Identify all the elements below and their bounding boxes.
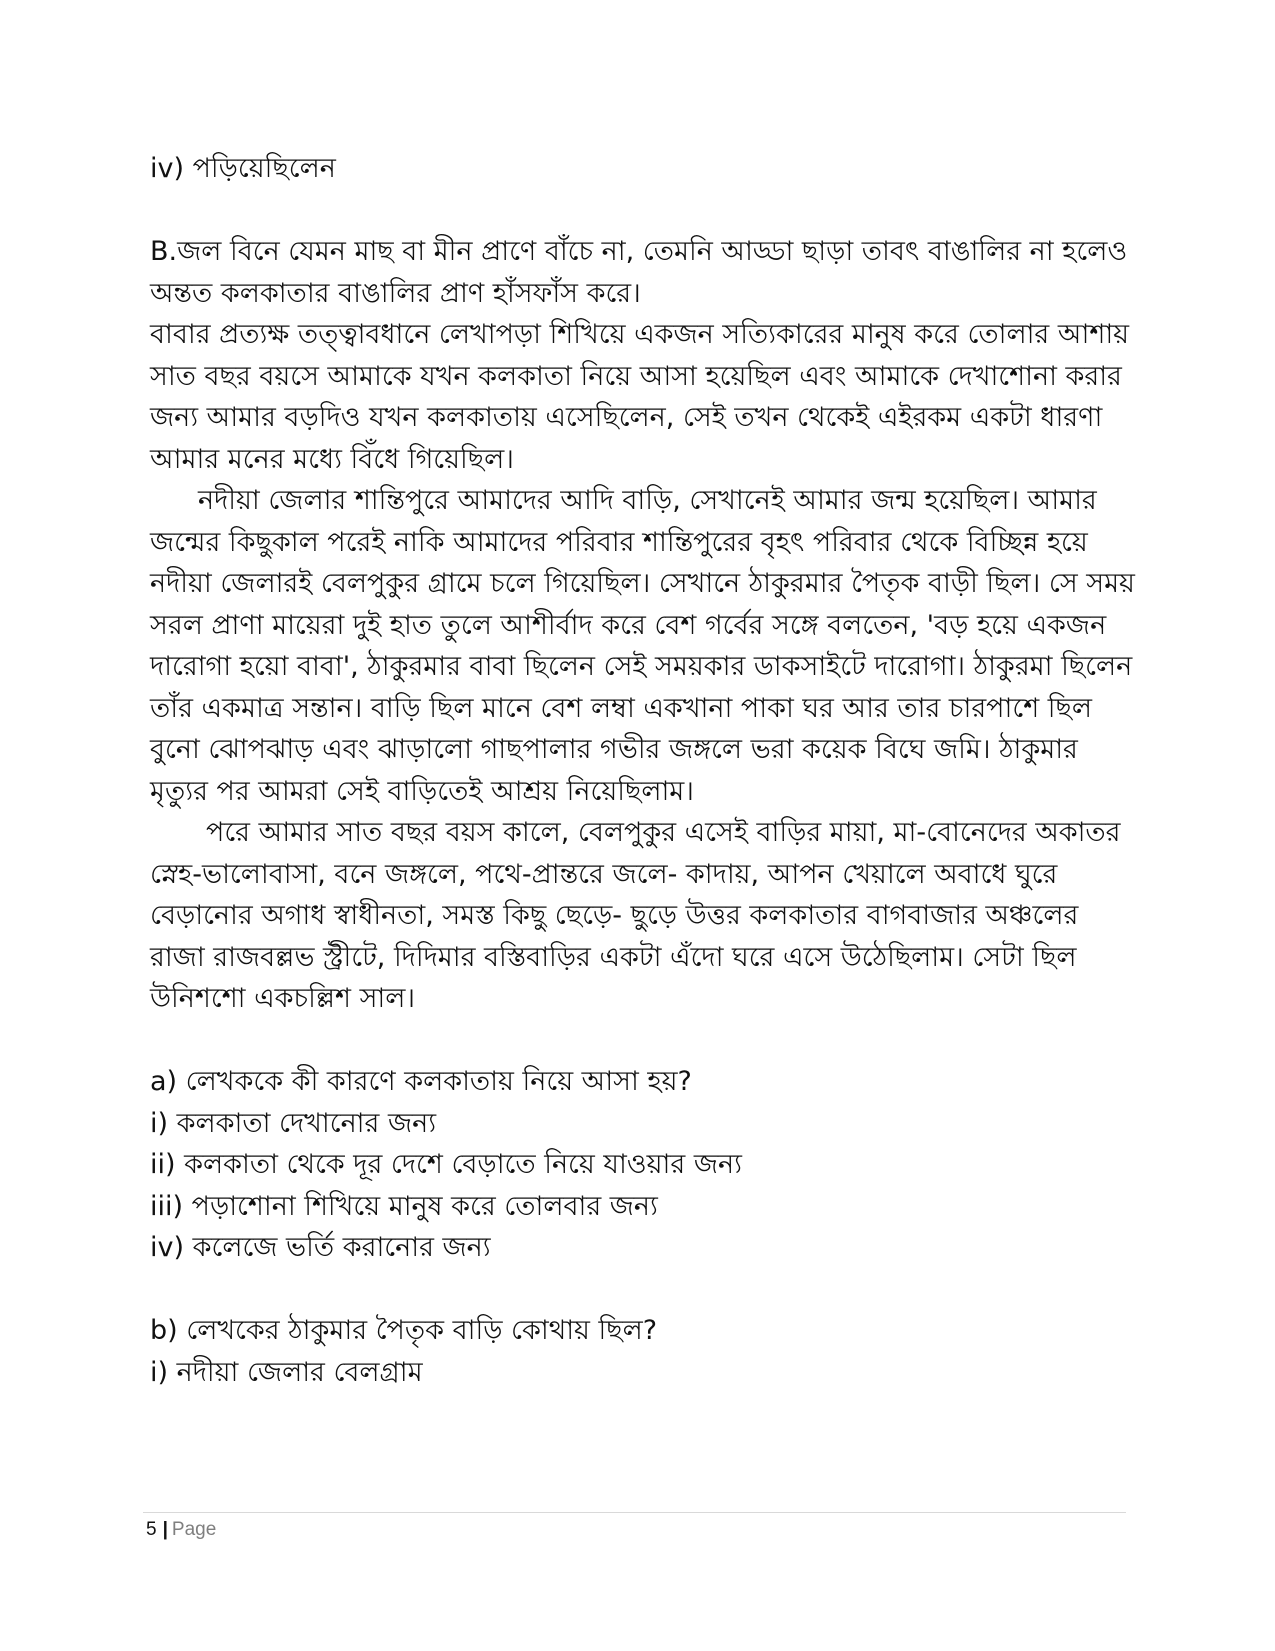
question-a-option-4: iv) কলেজে ভর্তি করানোর জন্য	[150, 1232, 491, 1263]
spacer	[150, 1269, 1140, 1311]
question-b-option-1: i) নদীয়া জেলার বেলগ্রাম	[150, 1356, 423, 1388]
passage-fourth-paragraph: পরে আমার সাত বছর বয়স কালে, বেলপুকুর এসেই বাড়ির মায়া, মা-বোনেদের অকাতর স্নেহ-ভালোবাসা, বনে জঙ্গলে, পথে-প্রান্তরে জলে- কাদায়, আপন খেয়ালে অবাধে ঘুরে বেড়ানোর অগাধ স্বাধীনতা, সমস্ত কিছু ছেড়ে- ছুড়ে উত্তর কলকাতার বাগবাজার অঞ্চলের রাজা রাজবল্লভ স্ট্রীটে, দিদিমার বস্তিবাড়ির একটা এঁদো ঘরে এসে উঠেছিলাম। সেটা ছিল উনিশশো একচল্লিশ সাল।	[150, 817, 1121, 1014]
passage-third-paragraph: নদীয়া জেলার শান্তিপুরে আমাদের আদি বাড়ি, সেখানেই আমার জন্ম হয়েছিল। আমার জন্মের কিছুকাল পরেই নাকি আমাদের পরিবার শান্তিপুরের বৃহৎ পরিবার থেকে বিচ্ছিন্ন হয়ে নদীয়া জেলারই বেলপুকুর গ্রামে চলে গিয়েছিল। সেখানে ঠাকুরমার পৈতৃক বাড়ী ছিল। সে সময় সরল প্রাণা মায়েরা দুই হাত তুলে আশীর্বাদ করে বেশ গর্বের সঙ্গে বলতেন, 'বড় হয়ে একজন দারোগা হয়ো বাবা', ঠাকুরমার বাবা ছিলেন সেই সময়কার ডাকসাইটে দারোগা। ঠাকুরমা ছিলেন তাঁর একমাত্র সন্তান। বাড়ি ছিল মানে বেশ লম্বা একখানা পাকা ঘর আর তার চারপাশে ছিল বুনো ঝোপঝাড় এবং ঝাড়ালো গাছপালার গভীর জঙ্গলে ভরা কয়েক বিঘে জমি। ঠাকুমার মৃত্যুর পর আমরা সেই বাড়িতেই আশ্রয় নিয়েছিলাম।	[150, 485, 1135, 807]
previous-option-iv: iv) পড়িয়েছিলেন	[150, 153, 336, 184]
passage-second-paragraph: বাবার প্রত্যক্ষ তত্ত্বাবধানে লেখাপড়া শিখিয়ে একজন সত্যিকারের মানুষ করে তোলার আশায় সাত বছর বয়সে আমাকে যখন কলকাতা নিয়ে আসা হয়েছিল এবং আমাকে দেখাশোনা করার জন্য আমার বড়দিও যখন কলকাতায় এসেছিলেন, সেই তখন থেকেই এইরকম একটা ধারণা আমার মনের মধ্যে বিঁধে গিয়েছিল।	[150, 319, 1130, 475]
question-b: b) লেখকের ঠাকুমার পৈতৃক বাড়ি কোথায় ছিল?	[150, 1315, 658, 1346]
passage-first-text: জল বিনে যেমন মাছ বা মীন প্রাণে বাঁচে না, তেমনি আড্ডা ছাড়া তাবৎ বাঙালির না হলেও অন্তত কলকাতার বাঙালির প্রাণ হাঁসফাঁস করে।	[150, 236, 1128, 309]
footer-separator: |	[162, 1519, 168, 1540]
question-a-option-2: ii) কলকাতা থেকে দূর দেশে বেড়াতে নিয়ে যাওয়ার জন্য	[150, 1149, 742, 1180]
page-footer	[146, 1517, 216, 1543]
spacer	[150, 190, 1140, 232]
spacer	[150, 1020, 1140, 1062]
document-body	[150, 148, 1140, 1393]
passage-first-paragraph	[150, 231, 1140, 314]
question-a-option-3: iii) পড়াশোনা শিখিয়ে মানুষ করে তোলবার জন্য	[150, 1190, 658, 1222]
page-number: 5	[146, 1519, 157, 1540]
footer-divider	[143, 1512, 1126, 1513]
question-a: a) লেখককে কী কারণে কলকাতায় নিয়ে আসা হয়?	[150, 1066, 692, 1097]
question-a-option-1: i) কলকাতা দেখানোর জন্য	[150, 1107, 437, 1139]
page-label: Page	[171, 1519, 217, 1540]
passage-label: B.	[150, 236, 178, 267]
